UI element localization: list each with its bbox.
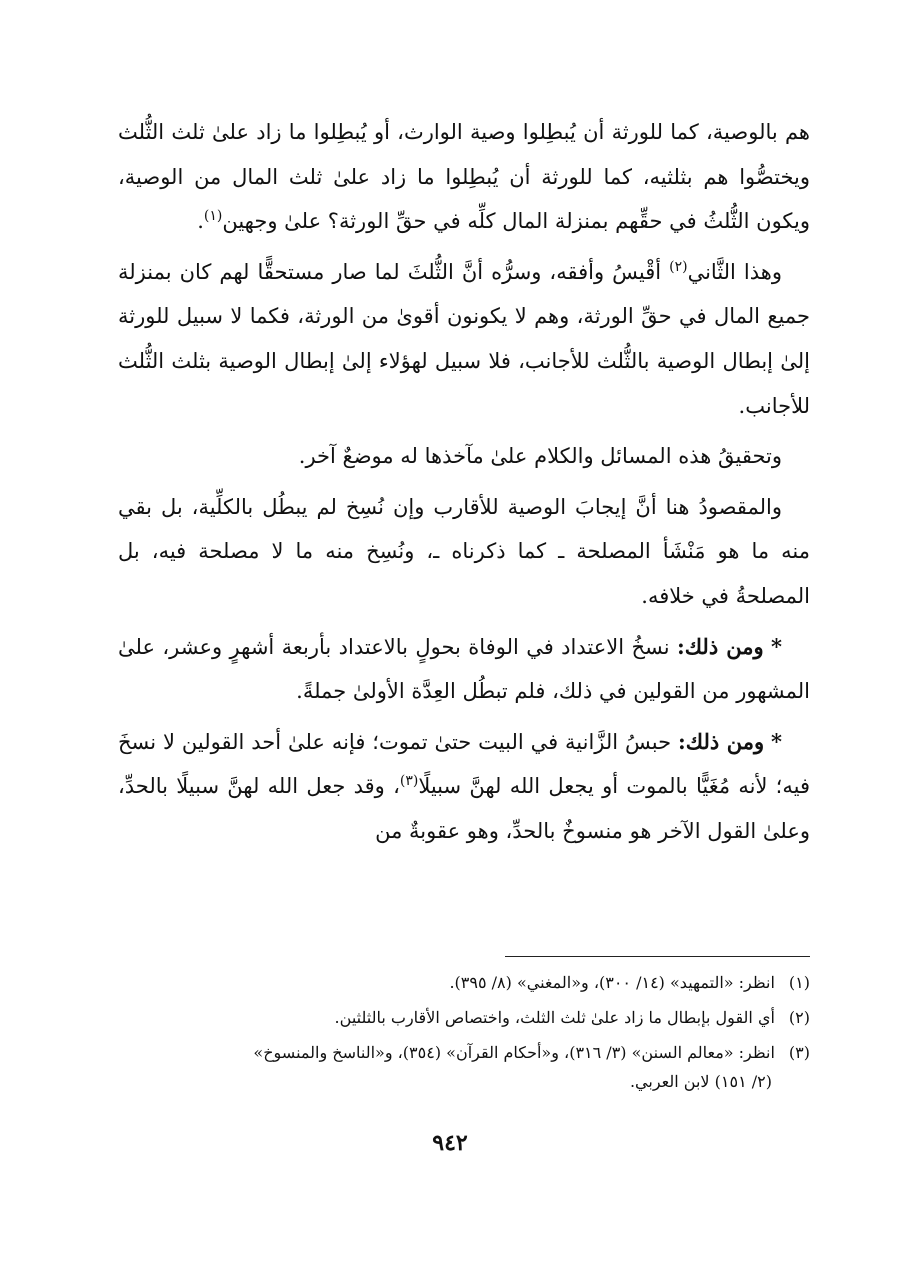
paragraph-6-rest: حبسُ الزَّانية في البيت حتىٰ تموت؛ فإنه علىٰ أحد القولين لا نسخَ فيه؛ لأنه مُغَيًّا بالموت أو يجعل الله لهنَّ سبيلًا	[118, 729, 810, 799]
paragraph-3: وتحقيقُ هذه المسائل والكلام علىٰ مآخذها له موضعٌ آخر.	[298, 444, 782, 469]
paragraph-1-end: .	[197, 209, 204, 234]
paragraph-2-rest: أقْيسُ وأفقه، وسرُّه أنَّ الثُّلثَ لما صار مستحقًّا لهم كان بمنزلة جميع المال في حقِّ الورثة، وهم لا يكونون أقوىٰ من الورثة، فكما لا سبيل للورثة إلىٰ إبطال الوصية بالثُّلث للأجانب، فلا سبيل لهؤلاء إلىٰ إبطال الوصية بثلث الثُّلث للأجانب.	[118, 259, 810, 418]
footnote-ref-3: (٣)	[399, 773, 419, 790]
paragraph-1	[118, 110, 810, 244]
footnote-3-number: (٣)	[788, 1043, 810, 1062]
footnote-1	[118, 968, 810, 997]
paragraph-4: والمقصودُ هنا أنَّ إيجابَ الوصية للأقارب وإن نُسِخ لم يبطُل بالكلِّية، بل بقي منه ما هو مَنْشَأ المصلحة ـ كما ذكرناه ـ، ونُسِخ منه ما لا مصلحة فيه، بل المصلحةُ في خلافه.	[118, 494, 810, 608]
footnote-2-text: أي القول بإبطال ما زاد علىٰ ثلث الثلث، واختصاص الأقارب بالثلثين.	[334, 1008, 775, 1027]
paragraph-6-lead: ومن ذلك:	[678, 728, 765, 754]
footnote-3-text: انظر: «معالم السنن» (٣/ ٣١٦)، و«أحكام القرآن» (٣٥٤)، و«الناسخ والمنسوخ»	[253, 1043, 775, 1062]
main-text	[118, 110, 810, 860]
paragraph-6-end: ، وقد جعل الله لهنَّ سبيلًا بالحدِّ، وعلىٰ القول الآخر هو منسوخٌ بالحدِّ، وهو عقوبةٌ من	[118, 774, 810, 843]
bullet-star-icon: *	[771, 728, 782, 754]
paragraph-6	[118, 720, 810, 854]
paragraph-5	[118, 625, 810, 714]
footnotes	[118, 968, 810, 1102]
footnote-3-continuation: (٢/ ١٥١) لابن العربي.	[629, 1072, 772, 1091]
page-number: ٩٤٢	[432, 1130, 468, 1156]
paragraph-1-text: هم بالوصية، كما للورثة أن يُبطِلوا وصية الوارث، أو يُبطِلوا ما زاد علىٰ ثلث الثُّلث ويختصُّوا هم بثلثيه، كما للورثة أن يُبطِلوا ما زاد علىٰ ثلث المال من الوصية، ويكون الثُّلثُ في حقِّهم بمنزلة المال كلِّه في حقِّ الورثة؟ علىٰ وجهين	[118, 120, 810, 234]
footnote-ref-2: (٢)	[669, 258, 688, 275]
footnote-3	[118, 1038, 810, 1096]
paragraph-5-lead: ومن ذلك:	[676, 633, 764, 659]
footnote-2	[118, 1003, 810, 1032]
footnote-ref-1: (١)	[203, 208, 223, 225]
paragraph-5-rest: نسخُ الاعتداد في الوفاة بحولٍ بالاعتداد بأربعة أشهرٍ وعشر، علىٰ المشهور من القولين في ذلك، فلم تبطُل العِدَّة الأولىٰ جملةً.	[118, 634, 810, 704]
footnote-divider	[505, 956, 810, 957]
paragraph-2-start: وهذا الثَّاني	[687, 259, 782, 284]
footnote-2-number: (٢)	[788, 1008, 810, 1027]
footnote-1-text: انظر: «التمهيد» (١٤/ ٣٠٠)، و«المغني» (٨/ ٣٩٥).	[449, 973, 775, 992]
footnote-1-number: (١)	[788, 973, 810, 992]
paragraph-2	[118, 250, 810, 428]
bullet-star-icon: *	[771, 633, 782, 659]
